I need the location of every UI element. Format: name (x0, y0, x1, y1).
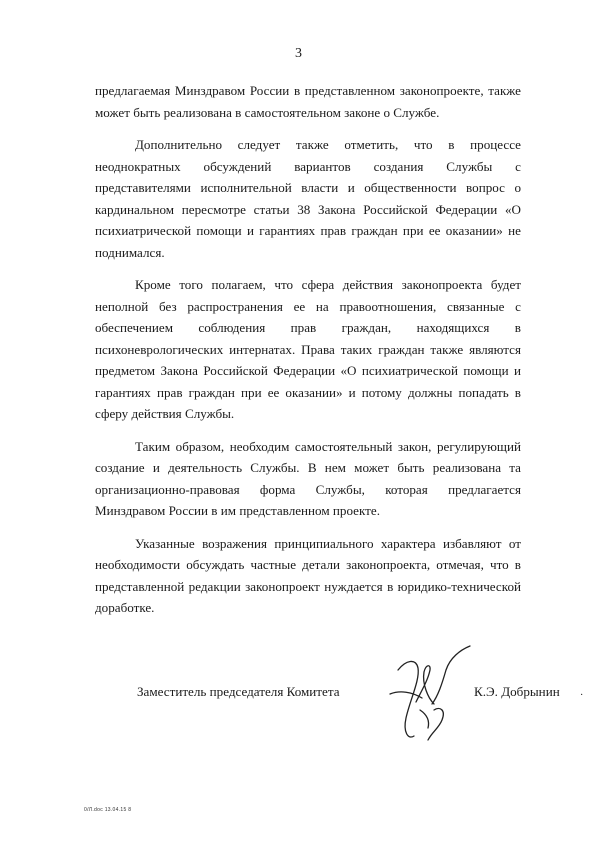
signatory-title: Заместитель председателя Комитета (137, 684, 340, 699)
signature-dot: · (580, 690, 584, 701)
paragraph: Дополнительно следует также отметить, что в процессе неоднократных обсуждений вариантов создания Службы с представителями исполнительной власти и общественности вопрос о кардинальном пересмотре статьи 38 Закона Российской Федерации «О психиатрической помощи и гарантиях прав граждан при ее оказании» не поднимался. (95, 137, 521, 260)
page-number: 3 (295, 46, 302, 61)
handwritten-signature (376, 640, 476, 748)
document-body (95, 80, 521, 630)
signature-block (0, 640, 597, 750)
paragraph: Таким образом, необходим самостоятельный закон, регулирующий создание и деятельность Службы. В нем может быть реализована та организационно-правовая форма Службы, которая предлагается Минздравом России в им представленном проекте. (95, 438, 521, 518)
footer-file-code: 0/Л.doc 13.04.15 8 (84, 807, 132, 813)
paragraph: Кроме того полагаем, что сфера действия законопроекта будет неполной без распространения ее на правоотношения, связанные с обеспечением соблюдения прав граждан, находящихся в психоневрологических интернатах. Права таких граждан также являются предметом Закона Российской Федерации «О психиатрической помощи и гарантиях прав граждан при ее оказании» и потому должны попадать в сферу действия Службы. (95, 277, 521, 421)
signatory-name: К.Э. Добрынин (474, 684, 560, 699)
paragraph: Указанные возражения принципиального характера избавляют от необходимости обсуждать частные детали законопроекта, отмечая, что в представленной редакции законопроект нуждается в юридико-технической доработке. (95, 535, 521, 615)
paragraph: предлагаемая Минздравом России в представленном законопроекте, также может быть реализована в самостоятельном законе о Службе. (95, 83, 521, 120)
